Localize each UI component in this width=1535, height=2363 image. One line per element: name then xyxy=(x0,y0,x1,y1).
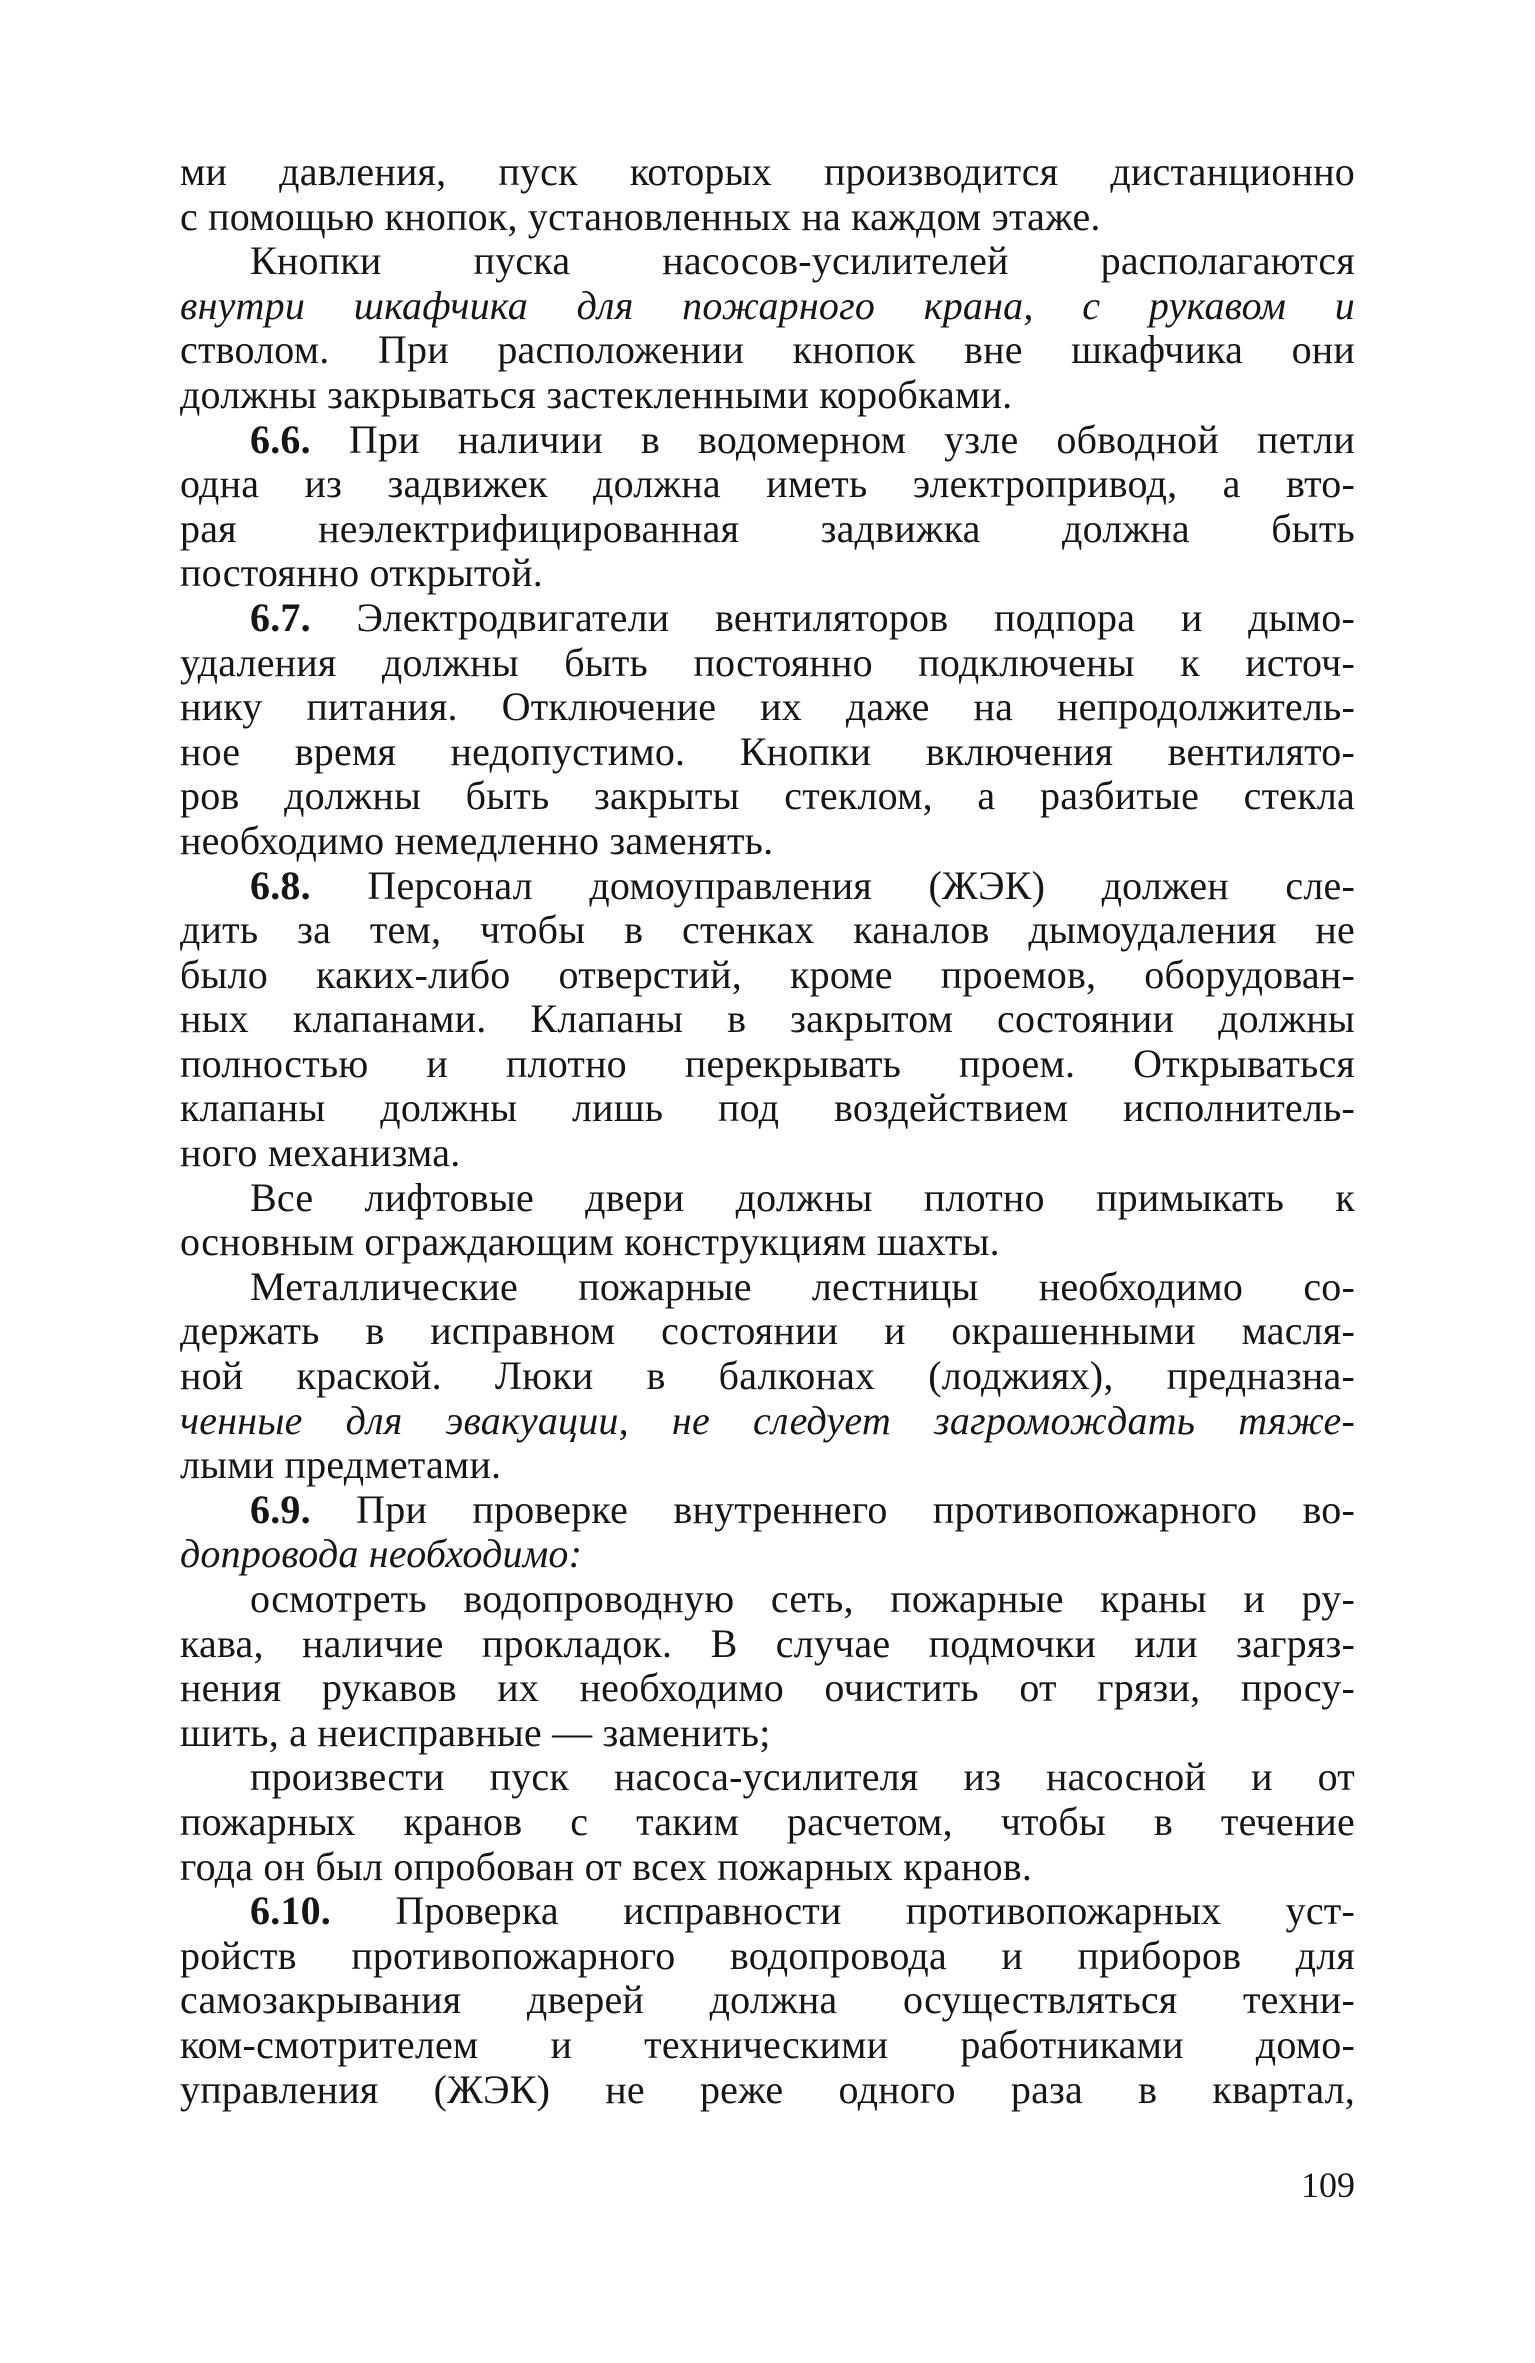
text-line: основным ограждающим конструкциям шахты. xyxy=(180,1219,1000,1265)
paragraph-6-7-first-line xyxy=(180,596,1355,641)
text-fragment: Проверка исправности противопожарных уст- xyxy=(395,1888,1356,1934)
text-fragment: При наличии в водомерном узле обводной петли xyxy=(348,416,1356,462)
section-number: 6.6. xyxy=(250,416,311,462)
text-line: внутри шкафчика для пожарного крана, с рукавом и xyxy=(180,282,1355,328)
text-line: было каких-либо отверстий, кроме проемов, оборудован- xyxy=(180,951,1355,997)
text-line: нения рукавов их необходимо очистить от грязи, просу- xyxy=(180,1665,1355,1711)
text-line: ми давления, пуск которых производится дистанционно xyxy=(180,149,1355,194)
paragraph-6-8-first-line xyxy=(180,864,1355,909)
text-line: удаления должны быть постоянно подключены к источ- xyxy=(180,639,1355,685)
section-number: 6.9. xyxy=(250,1486,311,1532)
text-line: осмотреть водопроводную сеть, пожарные краны и ру- xyxy=(250,1576,1355,1621)
text-line: ных клапанами. Клапаны в закрытом состоянии должны xyxy=(180,996,1355,1042)
text-line: ной краской. Люки в балконах (лоджиях), предназна- xyxy=(180,1353,1355,1399)
text-line: нику питания. Отключение их даже на непродолжитель- xyxy=(180,684,1355,730)
text-line: лыми предметами. xyxy=(180,1442,502,1488)
text-line: с помощью кнопок, установленных на каждом этаже. xyxy=(180,193,1101,239)
text-fragment: При проверке внутреннего противопожарного во- xyxy=(356,1486,1356,1532)
text-line: одна из задвижек должна иметь электропривод, а вто- xyxy=(180,461,1355,507)
paragraph-6-9-first-line xyxy=(180,1488,1355,1533)
text-line: Все лифтовые двери должны плотно примыкать к xyxy=(250,1174,1355,1220)
text-line: стволом. При расположении кнопок вне шкафчика они xyxy=(180,327,1355,373)
text-line: шить, а неисправные — заменить; xyxy=(180,1709,771,1755)
text-line: ного механизма. xyxy=(180,1130,461,1176)
text-line: ров должны быть закрыты стеклом, а разбитые стекла xyxy=(180,773,1355,819)
text-line: дить за тем, чтобы в стенках каналов дымоудаления не xyxy=(180,907,1355,953)
text-line: полностью и плотно перекрывать проем. Открываться xyxy=(180,1040,1355,1086)
text-line: ройств противопожарного водопровода и приборов для xyxy=(180,1932,1355,1978)
text-line: должны закрываться застекленными коробками. xyxy=(180,371,1013,417)
text-line: самозакрывания дверей должна осуществляться техни- xyxy=(180,1977,1355,2023)
paragraph-6-10-first-line xyxy=(180,1889,1355,1934)
text-line: кава, наличие прокладок. В случае подмочки или загряз- xyxy=(180,1620,1355,1666)
text-fragment: Персонал домоуправления (ЖЭК) должен сле- xyxy=(367,862,1355,908)
paragraph-6-6-first-line xyxy=(180,418,1355,463)
section-number: 6.10. xyxy=(250,1888,331,1934)
text-line: года он был опробован от всех пожарных кранов. xyxy=(180,1843,1033,1889)
text-line: необходимо немедленно заменять. xyxy=(180,817,774,863)
text-line: держать в исправном состоянии и окрашенными масля- xyxy=(180,1308,1355,1354)
text-fragment: Электродвигатели вентиляторов подпора и дымо- xyxy=(356,594,1355,640)
text-line: ное время недопустимо. Кнопки включения вентилято- xyxy=(180,728,1355,774)
page-body xyxy=(180,150,1355,2112)
text-line: произвести пуск насоса-усилителя из насосной и от xyxy=(250,1754,1355,1800)
text-line: рая неэлектрифицированная задвижка должна быть xyxy=(180,505,1355,551)
text-line: клапаны должны лишь под воздействием исполнитель- xyxy=(180,1085,1355,1131)
section-number: 6.7. xyxy=(250,594,311,640)
section-number: 6.8. xyxy=(250,862,311,908)
page-number: 109 xyxy=(1301,2165,1355,2205)
text-line: управления (ЖЭК) не реже одного раза в квартал, xyxy=(180,2066,1355,2112)
text-line: допровода необходимо: xyxy=(180,1531,583,1577)
text-line: ком-смотрителем и техническими работниками домо- xyxy=(180,2021,1355,2067)
text-line: Металлические пожарные лестницы необходимо со- xyxy=(250,1263,1355,1309)
text-line: Кнопки пуска насосов-усилителей располагаются xyxy=(250,238,1355,284)
text-line: пожарных кранов с таким расчетом, чтобы в течение xyxy=(180,1798,1355,1844)
text-line: ченные для эвакуации, не следует загромождать тяже- xyxy=(180,1397,1355,1443)
text-line: постоянно открытой. xyxy=(180,550,543,596)
